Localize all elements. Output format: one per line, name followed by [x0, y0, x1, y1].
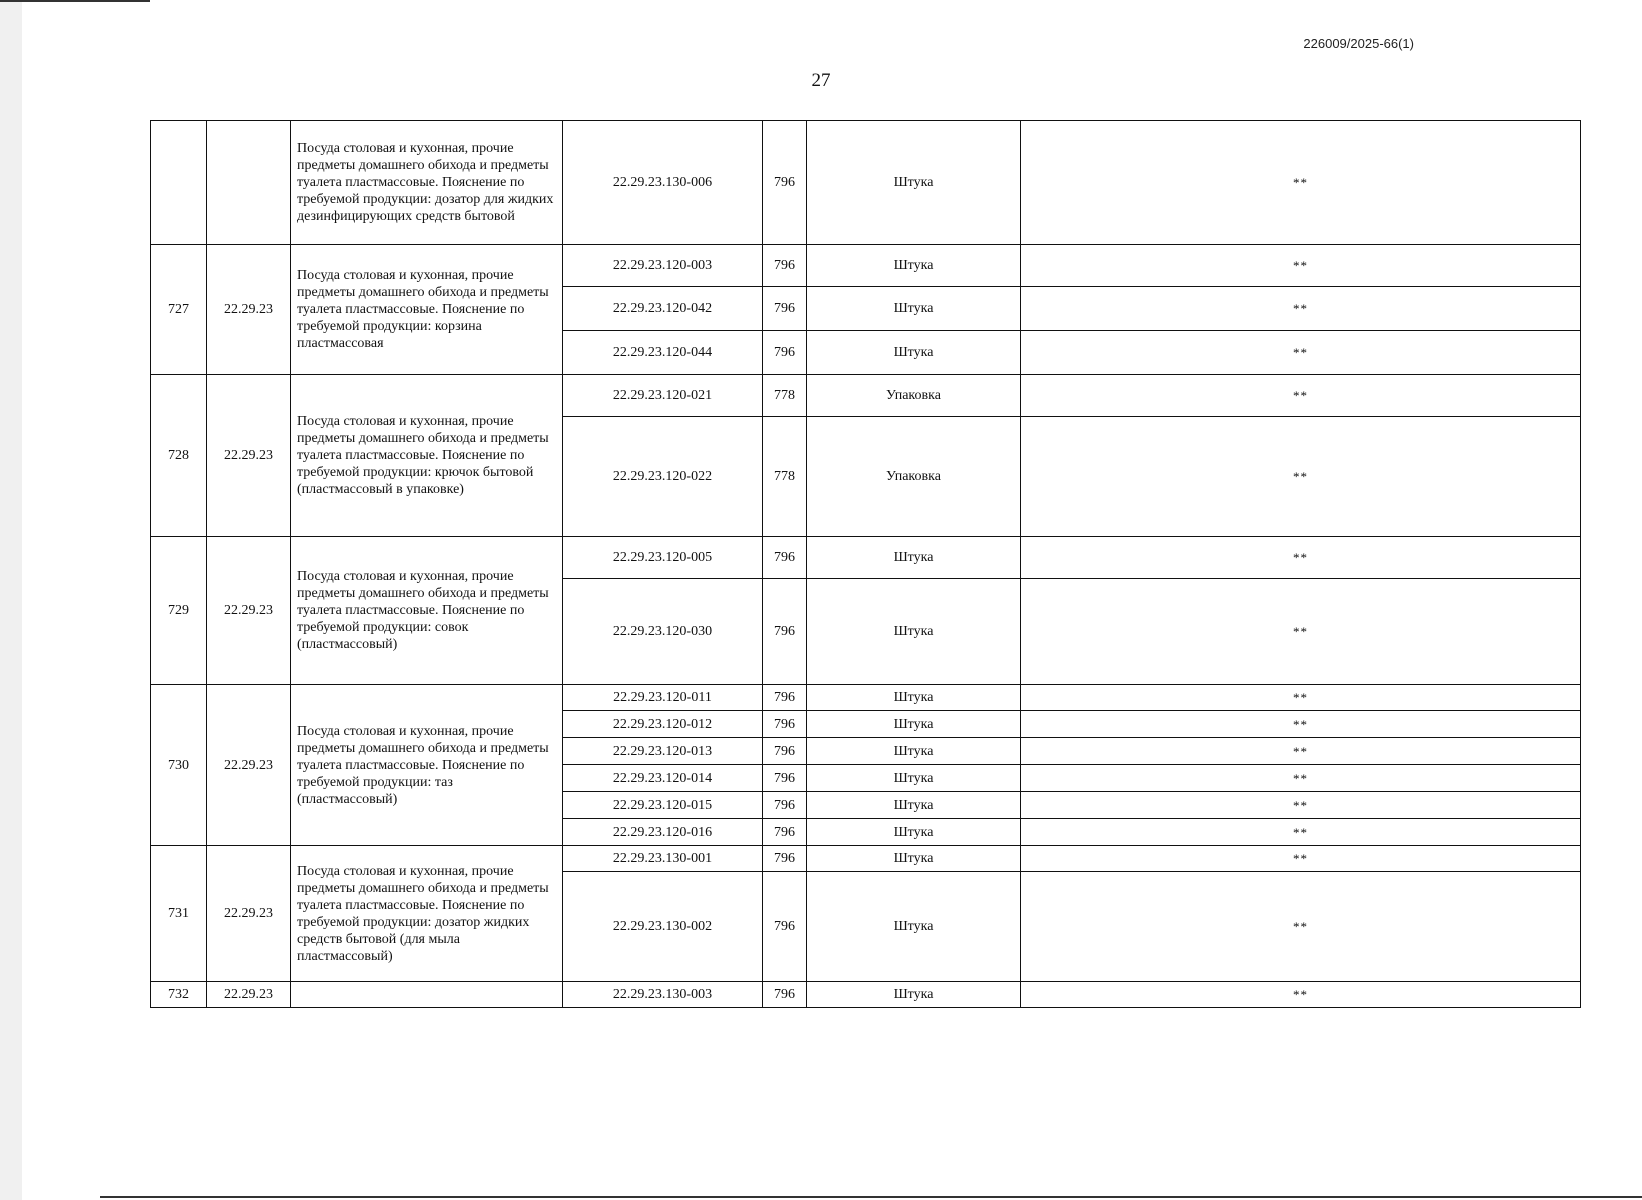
ktru-code-cell: 22.29.23.120-013 — [563, 738, 763, 765]
products-table-body — [151, 121, 1581, 1008]
table-row — [151, 685, 1581, 711]
item-number-cell: 729 — [151, 537, 207, 685]
unit-name-cell: Штука — [807, 711, 1021, 738]
okei-code-cell: 796 — [763, 537, 807, 579]
okei-code-cell: 778 — [763, 375, 807, 417]
okpd-code-cell: 22.29.23 — [207, 537, 291, 685]
item-number-cell — [151, 121, 207, 245]
description-cell: Посуда столовая и кухонная, прочие предметы домашнего обихода и предметы туалета пластмассовые. Пояснение по требуемой продукции: дозатор жидких средств бытовой (для мыла пластмассовый) — [291, 846, 563, 982]
unit-name-cell: Штука — [807, 245, 1021, 287]
unit-name-cell: Штука — [807, 792, 1021, 819]
okei-code-cell: 796 — [763, 121, 807, 245]
unit-name-cell: Штука — [807, 765, 1021, 792]
okpd-code-cell: 22.29.23 — [207, 846, 291, 982]
scan-top-line — [0, 0, 150, 2]
unit-name-cell: Штука — [807, 982, 1021, 1008]
description-cell: Посуда столовая и кухонная, прочие предметы домашнего обихода и предметы туалета пластмассовые. Пояснение по требуемой продукции: таз (пластмассовый) — [291, 685, 563, 846]
description-cell — [291, 982, 563, 1008]
okei-code-cell: 796 — [763, 846, 807, 872]
ktru-code-cell: 22.29.23.120-011 — [563, 685, 763, 711]
table-row — [151, 537, 1581, 579]
okei-code-cell: 796 — [763, 685, 807, 711]
description-cell: Посуда столовая и кухонная, прочие предметы домашнего обихода и предметы туалета пластмассовые. Пояснение по требуемой продукции: крючок бытовой (пластмассовый в упаковке) — [291, 375, 563, 537]
item-number-cell: 731 — [151, 846, 207, 982]
quantity-mark-cell: ** — [1021, 792, 1581, 819]
unit-name-cell: Штука — [807, 872, 1021, 982]
ktru-code-cell: 22.29.23.120-015 — [563, 792, 763, 819]
ktru-code-cell: 22.29.23.120-022 — [563, 417, 763, 537]
unit-name-cell: Штука — [807, 537, 1021, 579]
ktru-code-cell: 22.29.23.120-014 — [563, 765, 763, 792]
okei-code-cell: 778 — [763, 417, 807, 537]
unit-name-cell: Штука — [807, 819, 1021, 846]
quantity-mark-cell: ** — [1021, 711, 1581, 738]
quantity-mark-cell: ** — [1021, 537, 1581, 579]
okei-code-cell: 796 — [763, 287, 807, 331]
okpd-code-cell: 22.29.23 — [207, 245, 291, 375]
document-number: 226009/2025-66(1) — [1303, 36, 1414, 51]
ktru-code-cell: 22.29.23.120-003 — [563, 245, 763, 287]
okei-code-cell: 796 — [763, 792, 807, 819]
unit-name-cell: Штука — [807, 579, 1021, 685]
unit-name-cell: Упаковка — [807, 417, 1021, 537]
scan-bottom-line — [100, 1196, 1642, 1198]
unit-name-cell: Штука — [807, 287, 1021, 331]
ktru-code-cell: 22.29.23.130-006 — [563, 121, 763, 245]
unit-name-cell: Штука — [807, 846, 1021, 872]
okpd-code-cell: 22.29.23 — [207, 375, 291, 537]
ktru-code-cell: 22.29.23.120-021 — [563, 375, 763, 417]
item-number-cell: 732 — [151, 982, 207, 1008]
unit-name-cell: Штука — [807, 331, 1021, 375]
ktru-code-cell: 22.29.23.120-042 — [563, 287, 763, 331]
quantity-mark-cell: ** — [1021, 245, 1581, 287]
unit-name-cell: Штука — [807, 685, 1021, 711]
okei-code-cell: 796 — [763, 738, 807, 765]
ktru-code-cell: 22.29.23.120-044 — [563, 331, 763, 375]
ktru-code-cell: 22.29.23.120-030 — [563, 579, 763, 685]
table-row — [151, 982, 1581, 1008]
quantity-mark-cell: ** — [1021, 846, 1581, 872]
item-number-cell: 730 — [151, 685, 207, 846]
okei-code-cell: 796 — [763, 245, 807, 287]
products-table — [150, 120, 1581, 1008]
ktru-code-cell: 22.29.23.130-001 — [563, 846, 763, 872]
ktru-code-cell: 22.29.23.120-005 — [563, 537, 763, 579]
quantity-mark-cell: ** — [1021, 819, 1581, 846]
okei-code-cell: 796 — [763, 982, 807, 1008]
unit-name-cell: Штука — [807, 121, 1021, 245]
description-cell: Посуда столовая и кухонная, прочие предметы домашнего обихода и предметы туалета пластмассовые. Пояснение по требуемой продукции: дозатор для жидких дезинфицирующих средств бытовой — [291, 121, 563, 245]
ktru-code-cell: 22.29.23.120-012 — [563, 711, 763, 738]
okei-code-cell: 796 — [763, 579, 807, 685]
unit-name-cell: Упаковка — [807, 375, 1021, 417]
table-row — [151, 846, 1581, 872]
okpd-code-cell: 22.29.23 — [207, 685, 291, 846]
quantity-mark-cell: ** — [1021, 375, 1581, 417]
quantity-mark-cell: ** — [1021, 765, 1581, 792]
quantity-mark-cell: ** — [1021, 872, 1581, 982]
quantity-mark-cell: ** — [1021, 417, 1581, 537]
table-row — [151, 375, 1581, 417]
table-row — [151, 121, 1581, 245]
ktru-code-cell: 22.29.23.120-016 — [563, 819, 763, 846]
okpd-code-cell: 22.29.23 — [207, 982, 291, 1008]
table-row — [151, 245, 1581, 287]
quantity-mark-cell: ** — [1021, 287, 1581, 331]
quantity-mark-cell: ** — [1021, 121, 1581, 245]
okei-code-cell: 796 — [763, 331, 807, 375]
description-cell: Посуда столовая и кухонная, прочие предметы домашнего обихода и предметы туалета пластмассовые. Пояснение по требуемой продукции: совок (пластмассовый) — [291, 537, 563, 685]
okei-code-cell: 796 — [763, 765, 807, 792]
quantity-mark-cell: ** — [1021, 685, 1581, 711]
quantity-mark-cell: ** — [1021, 331, 1581, 375]
quantity-mark-cell: ** — [1021, 579, 1581, 685]
ktru-code-cell: 22.29.23.130-002 — [563, 872, 763, 982]
scan-edge-shade — [0, 0, 22, 1200]
okei-code-cell: 796 — [763, 819, 807, 846]
okei-code-cell: 796 — [763, 711, 807, 738]
description-cell: Посуда столовая и кухонная, прочие предметы домашнего обихода и предметы туалета пластмассовые. Пояснение по требуемой продукции: корзина пластмассовая — [291, 245, 563, 375]
page-number: 27 — [811, 70, 831, 91]
quantity-mark-cell: ** — [1021, 738, 1581, 765]
unit-name-cell: Штука — [807, 738, 1021, 765]
quantity-mark-cell: ** — [1021, 982, 1581, 1008]
okei-code-cell: 796 — [763, 872, 807, 982]
okpd-code-cell — [207, 121, 291, 245]
item-number-cell: 728 — [151, 375, 207, 537]
ktru-code-cell: 22.29.23.130-003 — [563, 982, 763, 1008]
item-number-cell: 727 — [151, 245, 207, 375]
